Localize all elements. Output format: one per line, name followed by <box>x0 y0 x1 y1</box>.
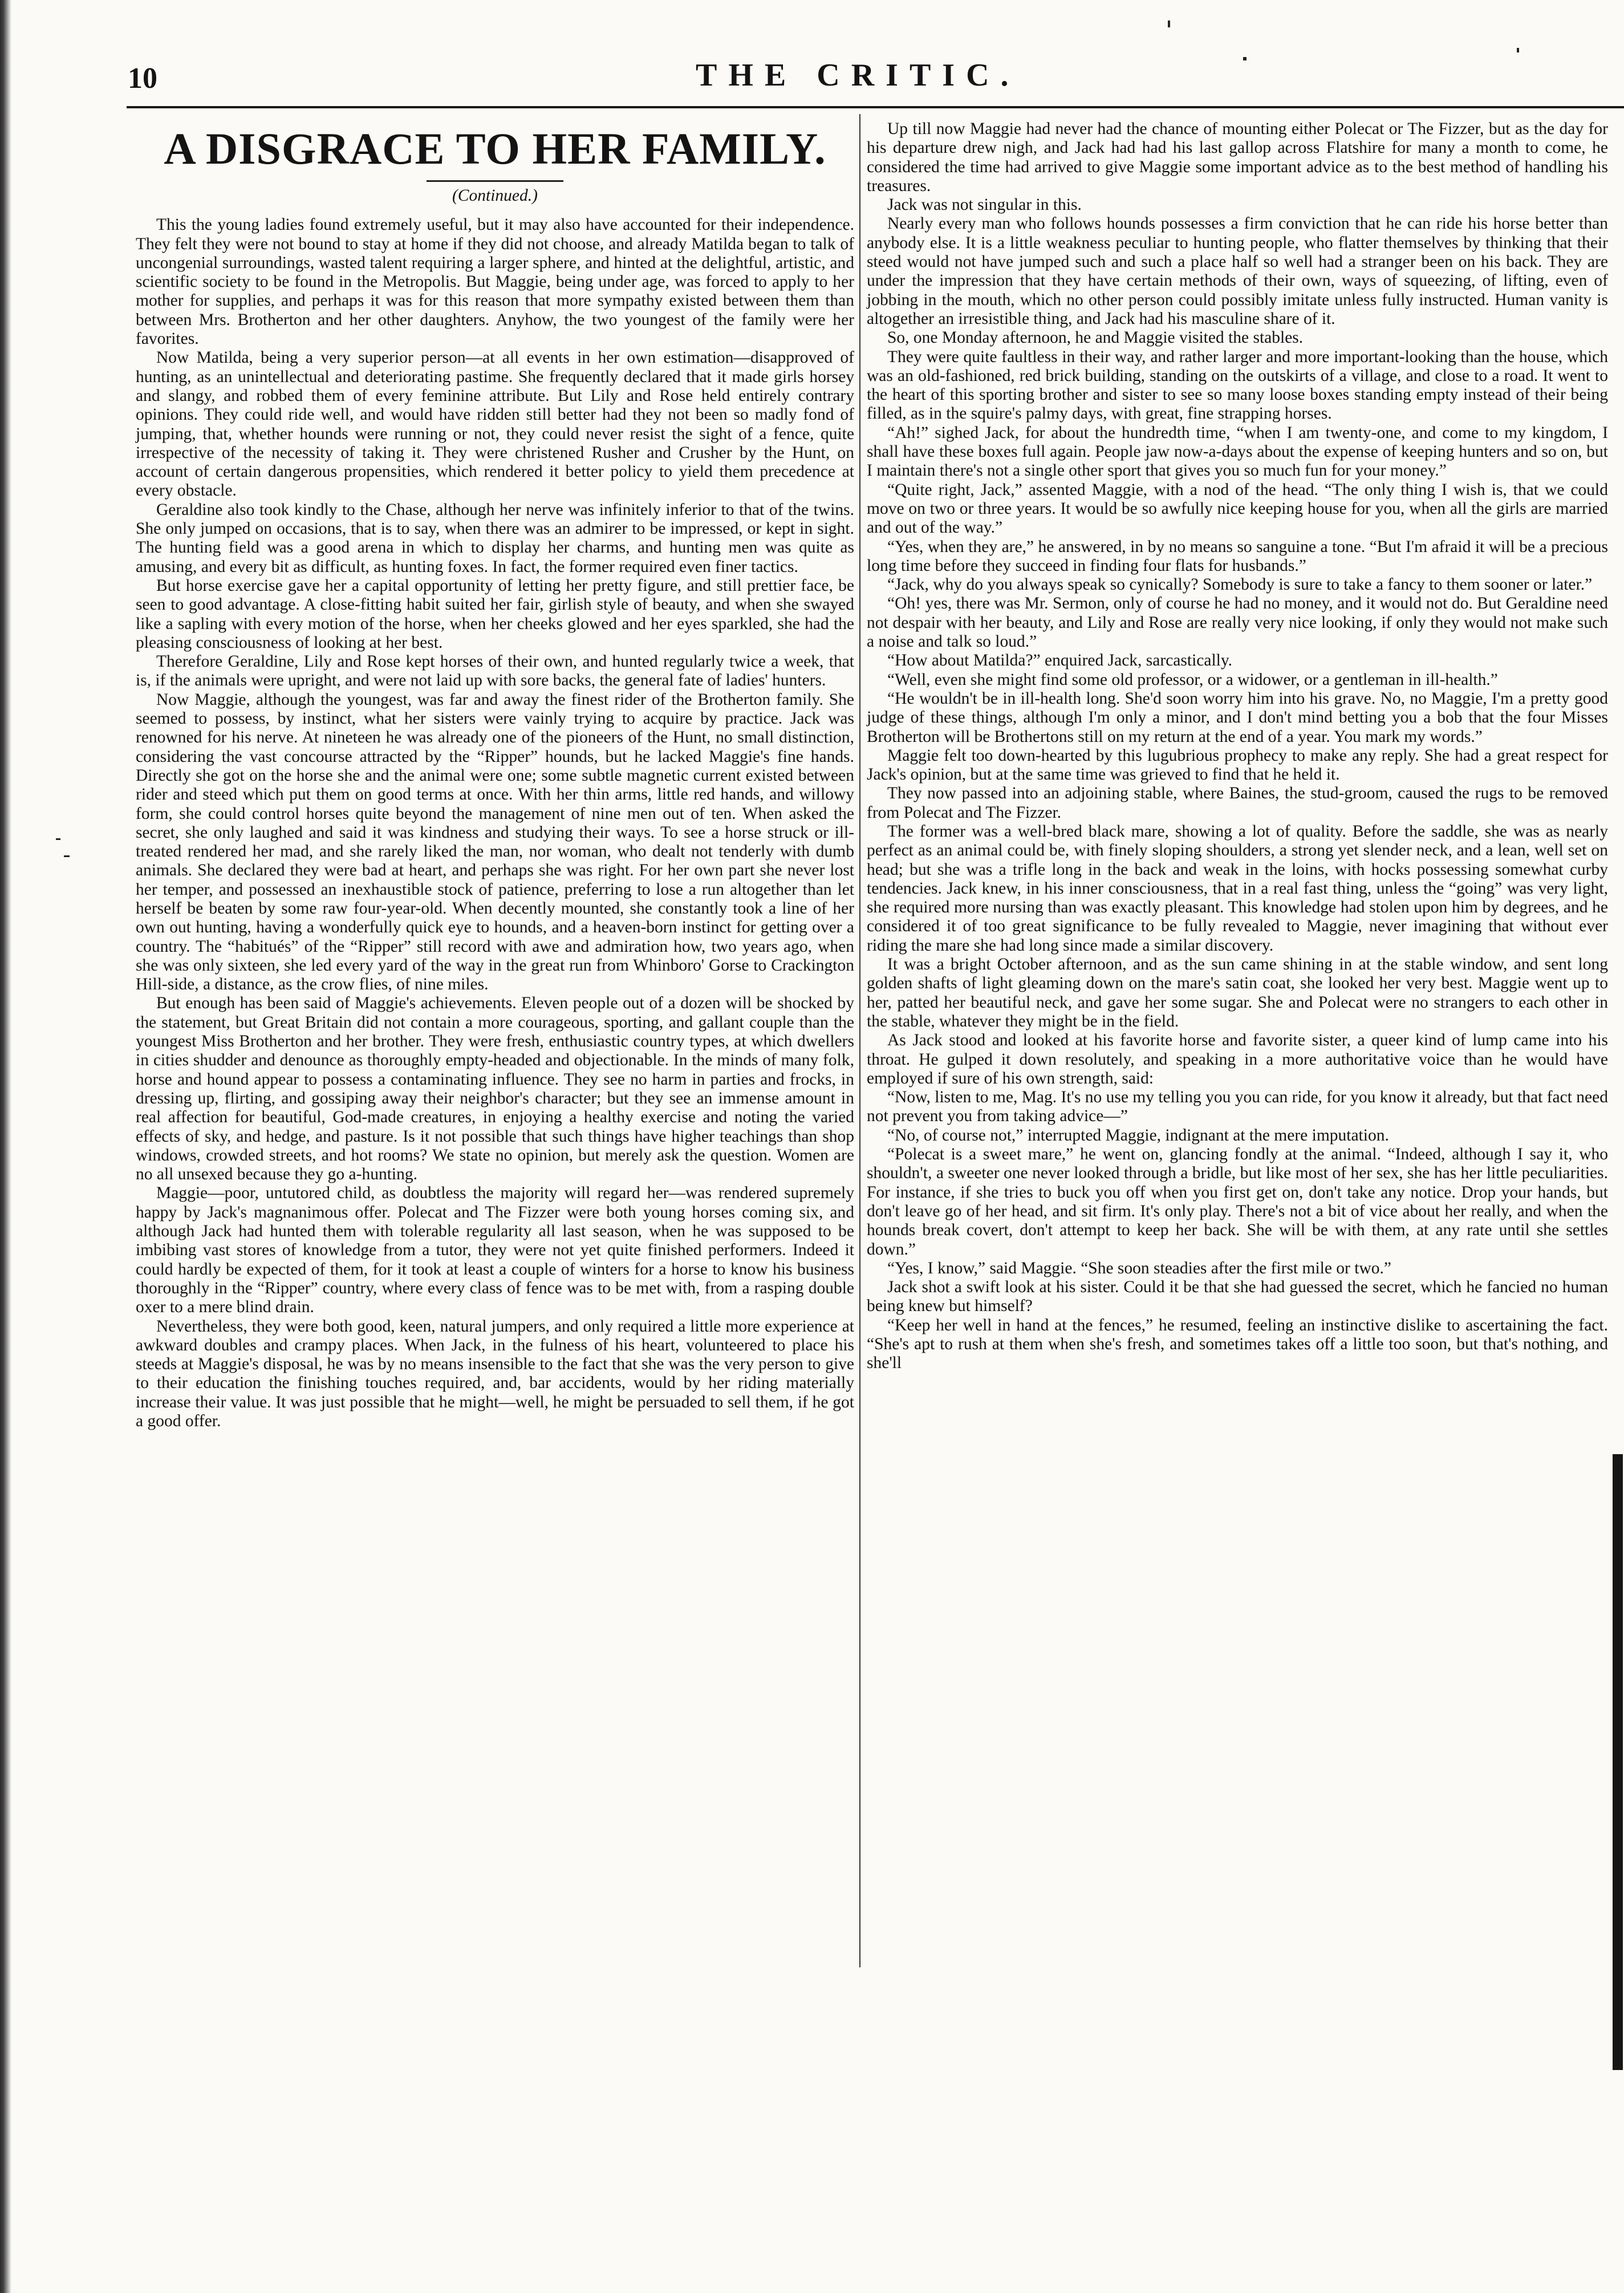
paragraph: “Polecat is a sweet mare,” he went on, glancing fondly at the animal. “Indeed, although I say it, who shouldn't, a sweeter one never looked through a bridle, but like most of her sex, she has her little peculiarities. For instance, if she tries to buck you off when you first get on, don't take any notice. Drop your hands, but don't leave go of her head, and sit firm. It's only play. There's not a bit of vice about her really, and when the hounds break covert, don't attempt to keep her back. She will be with them, at any rate until she settles down.” <box>867 1145 1608 1259</box>
paragraph: It was a bright October afternoon, and as the sun came shining in at the stable window, and sent long golden shafts of light gleaming down on the mare's satin coat, she looked her very best. Maggie went up to her, patted her beautiful neck, and gave her some sugar. She and Polecat were no strangers to each other in the stable, whatever they might be in the field. <box>867 955 1608 1030</box>
paragraph: “He wouldn't be in ill-health long. She'd soon worry him into his grave. No, no Maggie, I'm a pretty good judge of these things, although I'm only a minor, and I don't mind betting you a bob that the four Misses Brotherton will be Brothertons still on my return at the end of a year. You mark my words.” <box>867 689 1608 746</box>
scan-mark <box>64 855 70 857</box>
paragraph: Nevertheless, they were both good, keen, natural jumpers, and only required a little more experience at awkward doubles and crampy places. When Jack, in the fulness of his heart, volunteered to place his steeds at Maggie's disposal, he was by no means insensible to the fact that she was the very person to give to their education the finishing touches required, and, bar accidents, would by her riding materially increase their value. It was just possible that he might—well, he might be persuaded to sell them, if he got a good offer. <box>136 1317 854 1430</box>
continued-note: (Continued.) <box>452 186 538 205</box>
title-rule <box>427 180 563 182</box>
left-paragraphs <box>136 216 854 1431</box>
right-paragraphs <box>867 120 1608 1373</box>
article-title: A DISGRACE TO HER FAMILY. <box>164 124 826 173</box>
column-divider <box>859 114 860 1967</box>
paragraph: Now Matilda, being a very superior person—at all events in her own estimation—disapproved of hunting, as an unintellectual and deteriorating pastime. She frequently declared that it made girls horsey and slangy, and robbed them of every feminine attribute. But Lily and Rose held entirely contrary opinions. They could ride well, and would have ridden still better had they not been so madly fond of jumping, that, whether hounds were running or not, they could never resist the sight of a fence, quite irrespective of the necessity of taking it. They were christened Rusher and Crusher by the Hunt, on account of certain dangerous propensities, which rendered it better policy to yield them precedence at every obstacle. <box>136 348 854 500</box>
paragraph: “Yes, I know,” said Maggie. “She soon steadies after the first mile or two.” <box>887 1259 1391 1277</box>
paragraph: So, one Monday afternoon, he and Maggie visited the stables. <box>887 328 1304 347</box>
paragraph: “No, of course not,” interrupted Maggie, indignant at the mere imputation. <box>887 1126 1389 1145</box>
scan-mark <box>1517 48 1519 52</box>
scan-mark <box>1168 21 1170 27</box>
paragraph: “How about Matilda?” enquired Jack, sarcastically. <box>887 651 1233 670</box>
paragraph: They now passed into an adjoining stable, where Baines, the stud-groom, caused the rugs to be removed from Polecat and The Fizzer. <box>867 784 1608 822</box>
paragraph: “Keep her well in hand at the fences,” he resumed, feeling an instinctive dislike to ascertaining the fact. “She's apt to rush at them when she's fresh, and sometimes takes off a little too soon, but that's nothing, and she'll <box>867 1316 1608 1373</box>
paragraph: But horse exercise gave her a capital opportunity of letting her pretty figure, and still prettier face, be seen to good advantage. A close-fitting habit suited her fair, girlish style of beauty, and when she swayed like a sapling with every motion of the horse, when her cheeks glowed and her eyes sparkled, she had the pleasing consciousness of looking at her best. <box>136 576 854 652</box>
paragraph: Therefore Geraldine, Lily and Rose kept horses of their own, and hunted regularly twice a week, that is, if the animals were upright, and were not laid up with sore backs, the general fate of ladies' hunters. <box>136 652 854 690</box>
scan-right-edge <box>1613 1454 1623 2070</box>
header-rule <box>127 106 1624 108</box>
paragraph: “Yes, when they are,” he answered, in by no means so sanguine a tone. “But I'm afraid it will be a precious long time before they succeed in finding four flats for husbands.” <box>867 537 1608 575</box>
scan-mark <box>1243 57 1247 60</box>
paragraph: The former was a well-bred black mare, showing a lot of quality. Before the saddle, she was as nearly perfect as an animal could be, with finely sloping shoulders, a strong yet slender neck, and a lean, well set on head; but she was a trifle long in the back and weak in the loins, with hocks possessing somewhat curby tendencies. Jack knew, in his inner consciousness, that in a real fast thing, unless the “going” was very light, she required more nursing than was exactly pleasant. This knowledge had stolen upon him by degrees, and he considered it of too great significance to be fully revealed to Maggie, never imagining that without ever riding the mare she had long since made a similar discovery. <box>867 822 1608 955</box>
paragraph: Up till now Maggie had never had the chance of mounting either Polecat or The Fizzer, but as the day for his departure drew nigh, and Jack had had his last gallop across Flatshire for many a month to come, he considered the time had arrived to give Maggie some important advice as to the best method of handling his treasures. <box>867 120 1608 195</box>
paragraph: “Oh! yes, there was Mr. Sermon, only of course he had no money, and it would not do. But Geraldine need not despair with her beauty, and Lily and Rose are really very nice looking, if only they would not make such a noise and talk so loud.” <box>867 594 1608 651</box>
paragraph: Maggie felt too down-hearted by this lugubrious prophecy to make any reply. She had a great respect for Jack's opinion, but at the same time was grieved to find that he held it. <box>867 746 1608 784</box>
scan-mark <box>56 838 60 840</box>
paragraph: “Jack, why do you always speak so cynically? Somebody is sure to take a fancy to them sooner or later.” <box>887 575 1593 594</box>
paragraph: “Now, listen to me, Mag. It's no use my telling you you can ride, for you know it already, but that fact need not prevent you from taking advice—” <box>867 1088 1608 1126</box>
paragraph: “Well, even she might find some old professor, or a widower, or a gentleman in ill-health.” <box>887 670 1498 689</box>
paragraph: Maggie—poor, untutored child, as doubtless the majority will regard her—was rendered supremely happy by Jack's magnanimous offer. Polecat and The Fizzer were both young horses coming six, and although Jack had hunted them with tolerable regularity all last season, when he was supposed to be imbibing vast stores of knowledge from a tutor, they were not yet quite finished performers. Indeed it could hardly be expected of them, for it took at least a couple of winters for a horse to know his business thoroughly in the “Ripper” country, where every class of fence was to be met with, from a rasping double oxer to a mere blind drain. <box>136 1184 854 1317</box>
paragraph: Jack shot a swift look at his sister. Could it be that she had guessed the secret, which he fancied no human being knew but himself? <box>867 1278 1608 1316</box>
paragraph: Nearly every man who follows hounds possesses a firm conviction that he can ride his horse better than anybody else. It is a little weakness peculiar to hunting people, who flatter themselves by thinking that their steed would not have jumped such and such a place half so well had a stranger been on his back. They are under the impression that they have certain methods of their own, ways of squeezing, of lifting, even of jobbing in the mouth, which no other person could possibly imitate unless fully instructed. Human vanity is altogether an irresistible thing, and Jack had his masculine share of it. <box>867 214 1608 328</box>
paragraph: They were quite faultless in their way, and rather larger and more important-looking than the house, which was an old-fashioned, red brick building, standing on the outskirts of a village, and close to a road. It went to the heart of this sporting brother and sister to see so many loose boxes standing empty instead of their being filled, as in the squire's palmy days, with great, fine strapping horses. <box>867 347 1608 423</box>
paragraph: “Quite right, Jack,” assented Maggie, with a nod of the head. “The only thing I wish is, that we could move on two or three years. It would be so awfully nice keeping house for you, when all the girls are married and out of the way.” <box>867 480 1608 537</box>
paragraph: This the young ladies found extremely useful, but it may also have accounted for their independence. They felt they were not bound to stay at home if they did not choose, and already Matilda began to talk of uncongenial surroundings, wasted talent requiring a larger sphere, and hinted at the delightful, artistic, and scientific society to be found in the Metropolis. But Maggie, being under age, was forced to apply to her mother for supplies, and perhaps it was for this reason that more sympathy existed between them than between Mrs. Brotherton and her other daughters. Anyhow, the two youngest of the family were her favorites. <box>136 216 854 348</box>
paragraph: Jack was not singular in this. <box>887 196 1082 214</box>
paragraph: Geraldine also took kindly to the Chase, although her nerve was infinitely inferior to that of the twins. She only jumped on occasions, that is to say, when there was an admirer to be impressed, or kept in sight. The hunting field was a good arena in which to display her charms, and hunting men was quite as amusing, and every bit as difficult, as hunting foxes. In fact, the former required even finer tactics. <box>136 500 854 576</box>
paragraph: “Ah!” sighed Jack, for about the hundredth time, “when I am twenty-one, and come to my kingdom, I shall have these boxes full again. People jaw now-a-days about the expense of keeping hunters and so on, but I maintain there's not a single other sport that gives you so much fun for your money.” <box>867 423 1608 480</box>
masthead: THE CRITIC. <box>696 58 1020 93</box>
paragraph: As Jack stood and looked at his favorite horse and favorite sister, a queer kind of lump came into his throat. He gulped it down resolutely, and speaking in a more authoritative voice than he would have employed if sure of his own strength, said: <box>867 1031 1608 1087</box>
scan-left-edge <box>0 0 11 2293</box>
left-column <box>136 120 854 1431</box>
page-number: 10 <box>128 62 157 95</box>
paragraph: Now Maggie, although the youngest, was far and away the finest rider of the Brotherton family. She seemed to possess, by instinct, what her sisters were vainly trying to acquire by practice. Jack was renowned for his nerve. At nineteen he was already one of the pioneers of the Hunt, no small distinction, considering the vast concourse attracted by the “Ripper” hounds, but he lacked Maggie's fine hands. Directly she got on the horse she and the animal were one; some subtle magnetic current existed between rider and steed which put them on good terms at once. With her thin arms, little red hands, and willowy form, she could control horses quite beyond the management of nine men out of ten. When asked the secret, she only laughed and said it was kindness and studying their ways. To see a horse struck or ill-treated rendered her mad, and she rarely liked the man, nor woman, who dealt not tenderly with dumb animals. She declared they were bad at heart, and perhaps she was right. For her own part she never lost her temper, and possessed an inexhaustible stock of patience, preferring to lose a run altogether than let herself be beaten by some raw four-year-old. When decently mounted, she constantly took a line of her own out hunting, having a wonderfully quick eye to hounds, and a heaven-born instinct for getting over a country. The “habitués” of the “Ripper” still record with awe and admiration how, two years ago, when she was only sixteen, she led every yard of the way in the great run from Whinboro' Gorse to Crackington Hill-side, a distance, as the crow flies, of nine miles. <box>136 690 854 994</box>
paragraph: But enough has been said of Maggie's achievements. Eleven people out of a dozen will be shocked by the statement, but Great Britain did not contain a more courageous, sporting, and gallant couple than the youngest Miss Brotherton and her brother. They were fresh, enthusiastic country types, at which dwellers in cities shudder and denounce as thoroughly empty-headed and objectionable. In the minds of many folk, horse and hound appear to possess a contaminating influence. They see no harm in parties and frocks, in dressing up, flirting, and gossiping away their neighbor's character; but they see an immense amount in real affection for beautiful, God-made creatures, in enjoying a healthy exercise and noting the varied effects of sky, and hedge, and pasture. Is it not possible that such things have higher teachings than shop windows, crowded streets, and hot rooms? We state no opinion, but merely ask the question. Women are no all unsexed because they go a-hunting. <box>136 994 854 1184</box>
right-column <box>867 120 1608 1373</box>
